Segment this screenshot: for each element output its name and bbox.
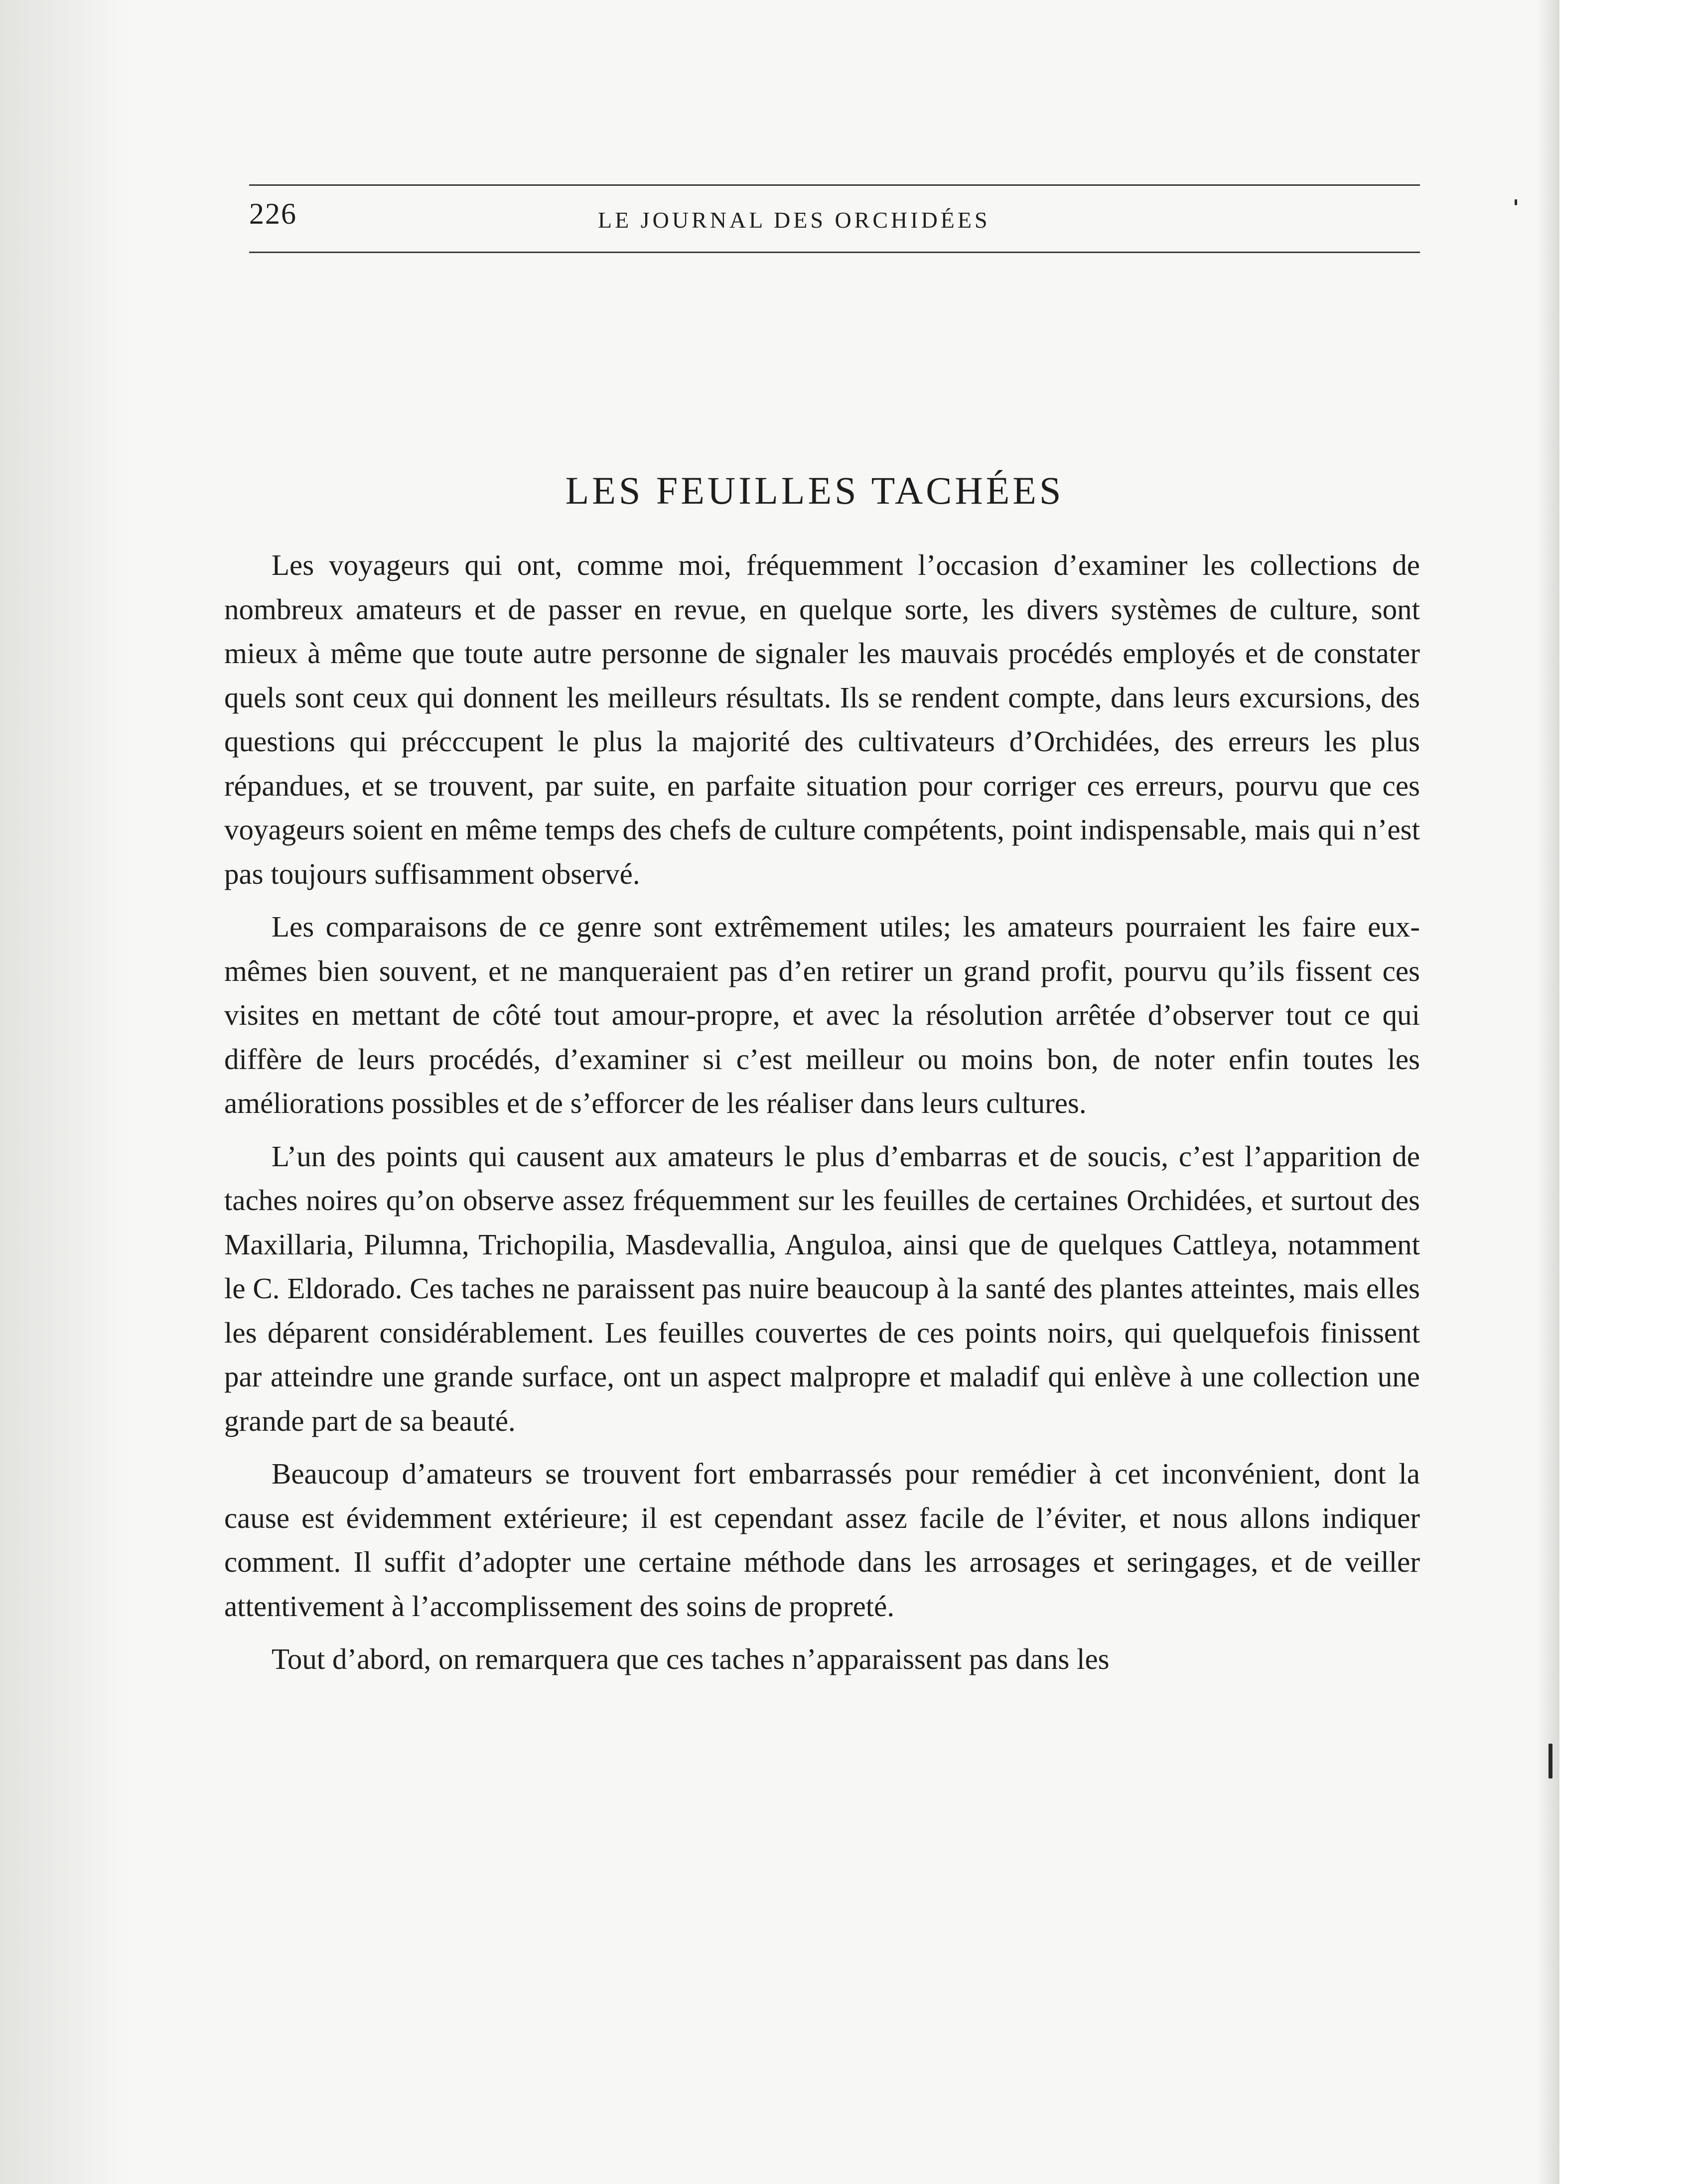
article-body (224, 543, 1420, 1681)
page-edge-shadow (1537, 0, 1559, 2184)
paragraph: Tout d’abord, on remarquera que ces taches n’apparaissent pas dans les (272, 1642, 1110, 1675)
page-gutter-shadow (0, 0, 130, 2184)
journal-title: LE JOURNAL DES ORCHIDÉES (598, 207, 990, 233)
header-rule-bottom (249, 252, 1420, 253)
page-number: 226 (249, 197, 297, 230)
scan-mark (1549, 1744, 1552, 1778)
article-title: LES FEUILLES TACHÉES (565, 469, 1064, 512)
paragraph: L’un des points qui causent aux amateurs le plus d’embarras et de soucis, c’est l’apparition de taches noires qu’on observe assez fréquemment sur les feuilles de certaines Orchidées, et surtout des Maxillaria, Pilumna, Trichopilia, Masdevallia, Anguloa, ainsi que de quelques Cattleya, notamment le C. Eldorado. Ces taches ne paraissent pas nuire beaucoup à la santé des plantes atteintes, mais elles les déparent considérablement. Les feuilles couvertes de ces points noirs, qui quelquefois finissent par atteindre une grande surface, ont un aspect malpropre et maladif qui enlève à une collection une grande part de sa beauté. (224, 1139, 1420, 1437)
paragraph: Les voyageurs qui ont, comme moi, fréquemment l’occasion d’examiner les collections de nombreux amateurs et de passer en revue, en quelque sorte, les divers systèmes de culture, sont mieux à même que toute autre personne de signaler les mauvais procédés employés et de constater quels sont ceux qui donnent les meilleurs résultats. Ils se rendent compte, dans leurs excursions, des questions qui précccupent le plus la majorité des cultivateurs d’Orchidées, des erreurs les plus répandues, et se trouvent, par suite, en parfaite situation pour corriger ces erreurs, pourvu que ces voyageurs soient en même temps des chefs de culture compétents, point indispensable, mais qui n’est pas toujours suffisamment observé. (224, 548, 1420, 890)
paragraph: Les comparaisons de ce genre sont extrêmement utiles; les amateurs pourraient les faire eux-mêmes bien souvent, et ne manqueraient pas d’en retirer un grand profit, pourvu qu’ils fissent ces visites en mettant de côté tout amour-propre, et avec la résolution arrêtée d’observer tout ce qui diffère de leurs procédés, d’examiner si c’est meilleur ou moins bon, de noter enfin toutes les améliorations possibles et de s’efforcer de les réaliser dans leurs cultures. (224, 910, 1420, 1119)
running-head (249, 197, 1420, 242)
scan-mark (1515, 199, 1517, 205)
paragraph: Beaucoup d’amateurs se trouvent fort embarrassés pour remédier à cet inconvénient, dont la cause est évidemment extérieure; il est cependant assez facile de l’éviter, et nous allons indiquer comment. Il suffit d’adopter une certaine méthode dans les arrosages et seringages, et de veiller attentivement à l’accomplissement des soins de propreté. (224, 1457, 1420, 1623)
header-rule-top (249, 184, 1420, 186)
